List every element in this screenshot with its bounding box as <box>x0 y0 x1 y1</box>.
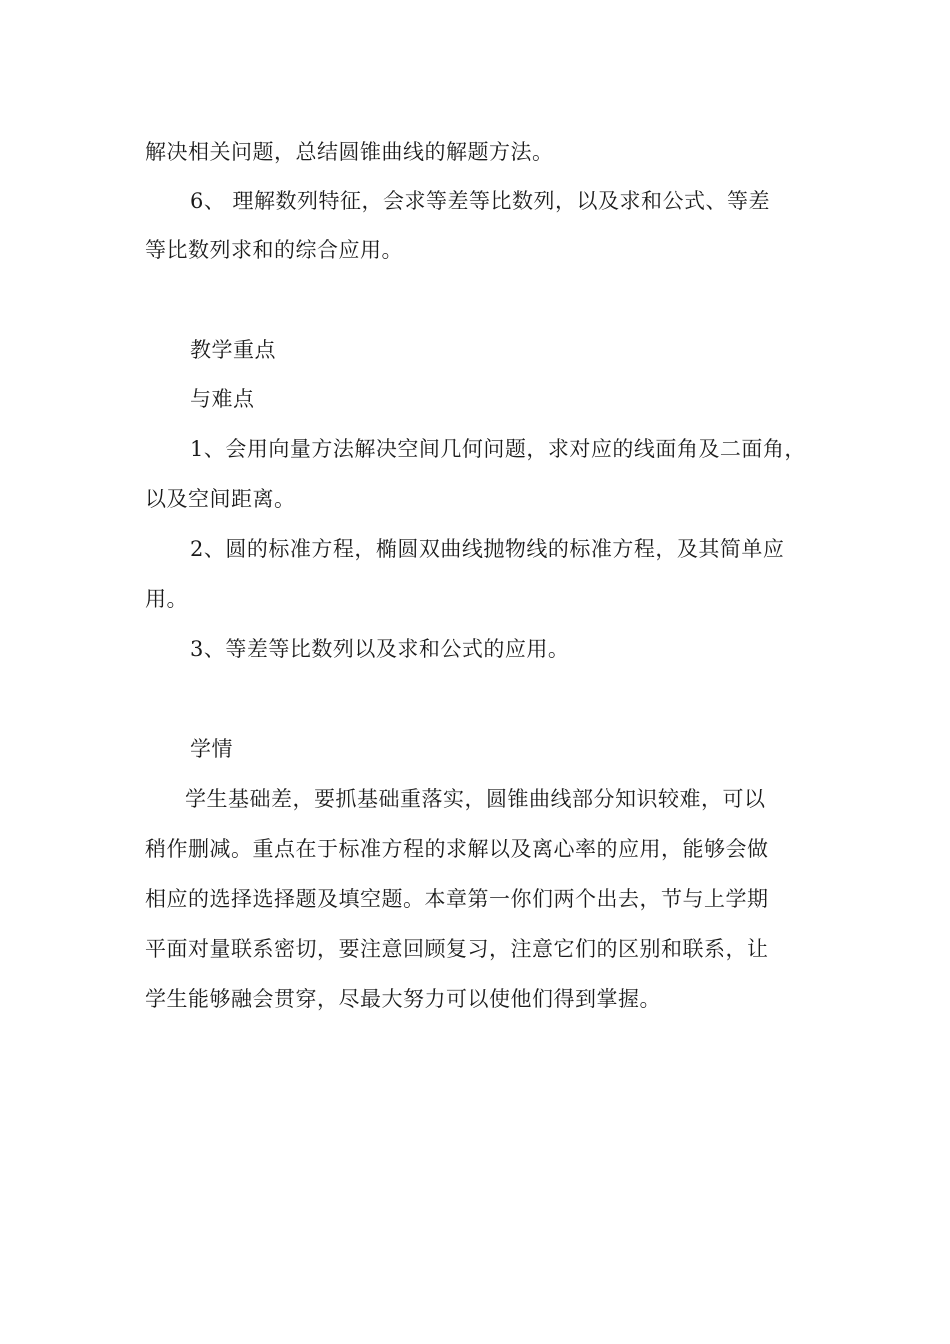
text-line: 6、 理解数列特征，会求等差等比数列，以及求和公式、等差 <box>190 189 771 213</box>
text-line: 相应的选择选择题及填空题。本章第一你们两个出去，节与上学期 <box>145 887 769 911</box>
text-line: 学生基础差，要抓基础重落实，圆锥曲线部分知识较难，可以 <box>185 787 766 811</box>
section-heading: 与难点 <box>190 387 255 411</box>
text-line: 等比数列求和的综合应用。 <box>145 238 403 262</box>
section-heading: 学情 <box>190 737 233 761</box>
text-line: 1、会用向量方法解决空间几何问题，求对应的线面角及二面角， <box>190 437 806 461</box>
text-line: 平面对量联系密切，要注意回顾复习，注意它们的区别和联系，让 <box>145 937 769 961</box>
text-line: 2、圆的标准方程，椭圆双曲线抛物线的标准方程，及其简单应 <box>190 537 785 561</box>
text-line: 学生能够融会贯穿，尽最大努力可以使他们得到掌握。 <box>145 987 661 1011</box>
section-heading: 教学重点 <box>190 338 276 362</box>
text-line: 以及空间距离。 <box>145 487 296 511</box>
text-line: 解决相关问题，总结圆锥曲线的解题方法。 <box>145 140 554 164</box>
text-line: 稍作删减。重点在于标准方程的求解以及离心率的应用，能够会做 <box>145 837 769 861</box>
text-line: 3、等差等比数列以及求和公式的应用。 <box>190 637 570 661</box>
text-line: 用。 <box>145 587 188 611</box>
